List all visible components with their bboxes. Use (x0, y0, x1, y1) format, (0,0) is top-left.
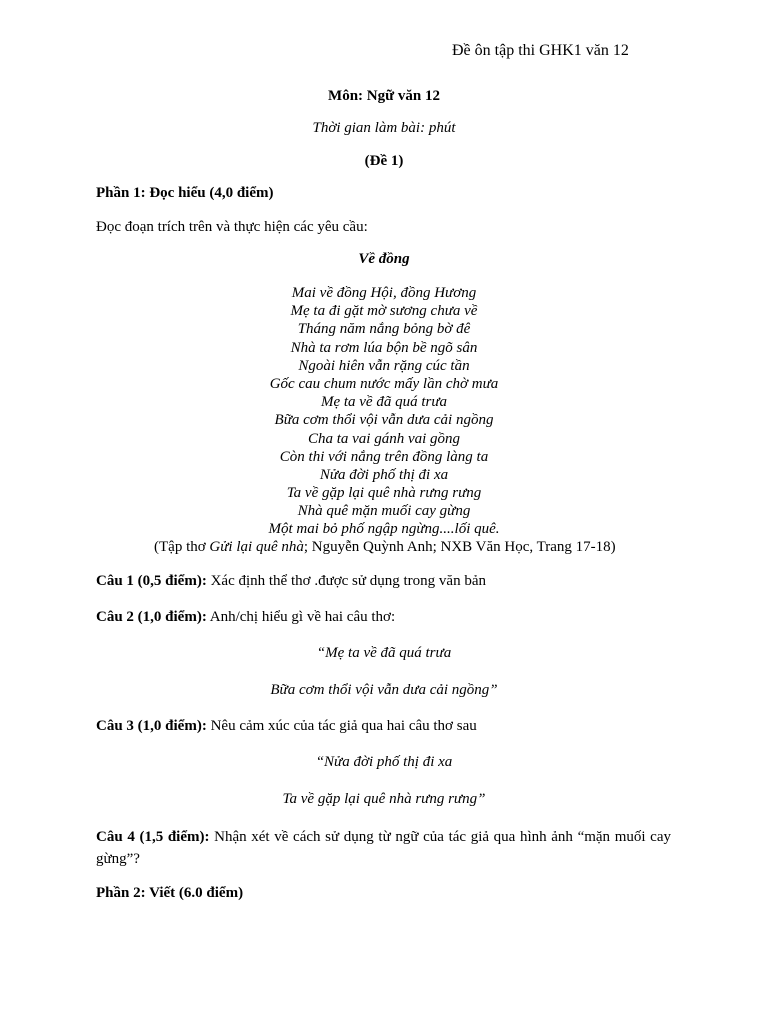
part1-heading: Phần 1: Đọc hiểu (4,0 điểm) (96, 185, 274, 201)
question-3-quote-line-1: “Nửa đời phố thị đi xa (315, 754, 453, 770)
exam-number: (Đề 1) (364, 153, 404, 169)
question-2 (96, 609, 395, 626)
question-4-text: Nhận xét về cách sử dụng từ ngữ của tác giả qua hình ảnh “mặn muối cay gừng”? (96, 829, 671, 867)
poem-line: Ngoài hiên vẫn rặng cúc tần (298, 357, 470, 374)
question-4 (96, 826, 671, 870)
source-book-title: Gửi lại quê nhà (209, 539, 304, 555)
question-3-quote-line-2: Ta về gặp lại quê nhà rưng rưng” (282, 791, 486, 807)
poem-line: Cha ta vai gánh vai gồng (307, 430, 461, 447)
reading-instruction: Đọc đoạn trích trên và thực hiện các yêu cầu: (96, 219, 368, 235)
poem-line: Nửa đời phố thị đi xa (319, 466, 449, 483)
question-2-text: Anh/chị hiểu gì về hai câu thơ: (206, 609, 396, 625)
poem-line: Tháng năm nắng bỏng bờ đê (297, 321, 471, 338)
poem-title: Về đồng (358, 251, 410, 267)
question-2-label: Câu 2 (1,0 điểm): (96, 609, 207, 625)
question-2-quote-line-2: Bữa cơm thổi vội vẫn dưa cải ngồng” (270, 682, 498, 698)
question-4-label: Câu 4 (1,5 điểm): (96, 829, 210, 845)
poem-line: Gốc cau chum nước mấy lần chờ mưa (269, 375, 499, 392)
source-suffix: ; Nguyễn Quỳnh Anh; NXB Văn Học, Trang 17-18) (303, 539, 616, 555)
poem-line: Bữa cơm thổi vội vẫn dưa cải ngồng (274, 412, 494, 429)
question-3-text: Nêu cảm xúc của tác giả qua hai câu thơ sau (206, 718, 477, 734)
poem-line: Nhà ta rơm lúa bộn bề ngõ sân (290, 339, 478, 356)
source-prefix: (Tập thơ (154, 539, 210, 555)
poem-line: Mai về đồng Hội, đồng Hương (291, 285, 477, 301)
poem-line: Ta về gặp lại quê nhà rưng rưng (286, 485, 482, 502)
poem-source (154, 539, 616, 556)
poem-line: Một mai bỏ phố ngập ngừng....lối quê. (268, 521, 500, 538)
subject-title: Môn: Ngữ văn 12 (328, 88, 440, 104)
poem-line: Còn thi với nắng trên đồng làng ta (279, 448, 489, 465)
header-right-text: Đề ôn tập thi GHK1 văn 12 (452, 42, 629, 59)
poem-line: Mẹ ta về đã quá trưa (320, 394, 448, 411)
question-1-label: Câu 1 (0,5 điểm): (96, 573, 207, 589)
poem-body (0, 284, 768, 539)
question-1-text: Xác định thể thơ .được sử dụng trong văn bản (206, 573, 486, 589)
question-3-label: Câu 3 (1,0 điểm): (96, 718, 207, 734)
question-3 (96, 718, 477, 735)
part2-heading: Phần 2: Viết (6.0 điểm) (96, 885, 244, 901)
question-2-quote-line-1: “Mẹ ta về đã quá trưa (316, 645, 452, 661)
poem-line: Nhà quê mặn muối cay gừng (297, 503, 471, 520)
question-1 (96, 573, 486, 590)
exam-time: Thời gian làm bài: phút (312, 120, 456, 136)
poem-line: Mẹ ta đi gặt mờ sương chưa về (290, 303, 478, 320)
